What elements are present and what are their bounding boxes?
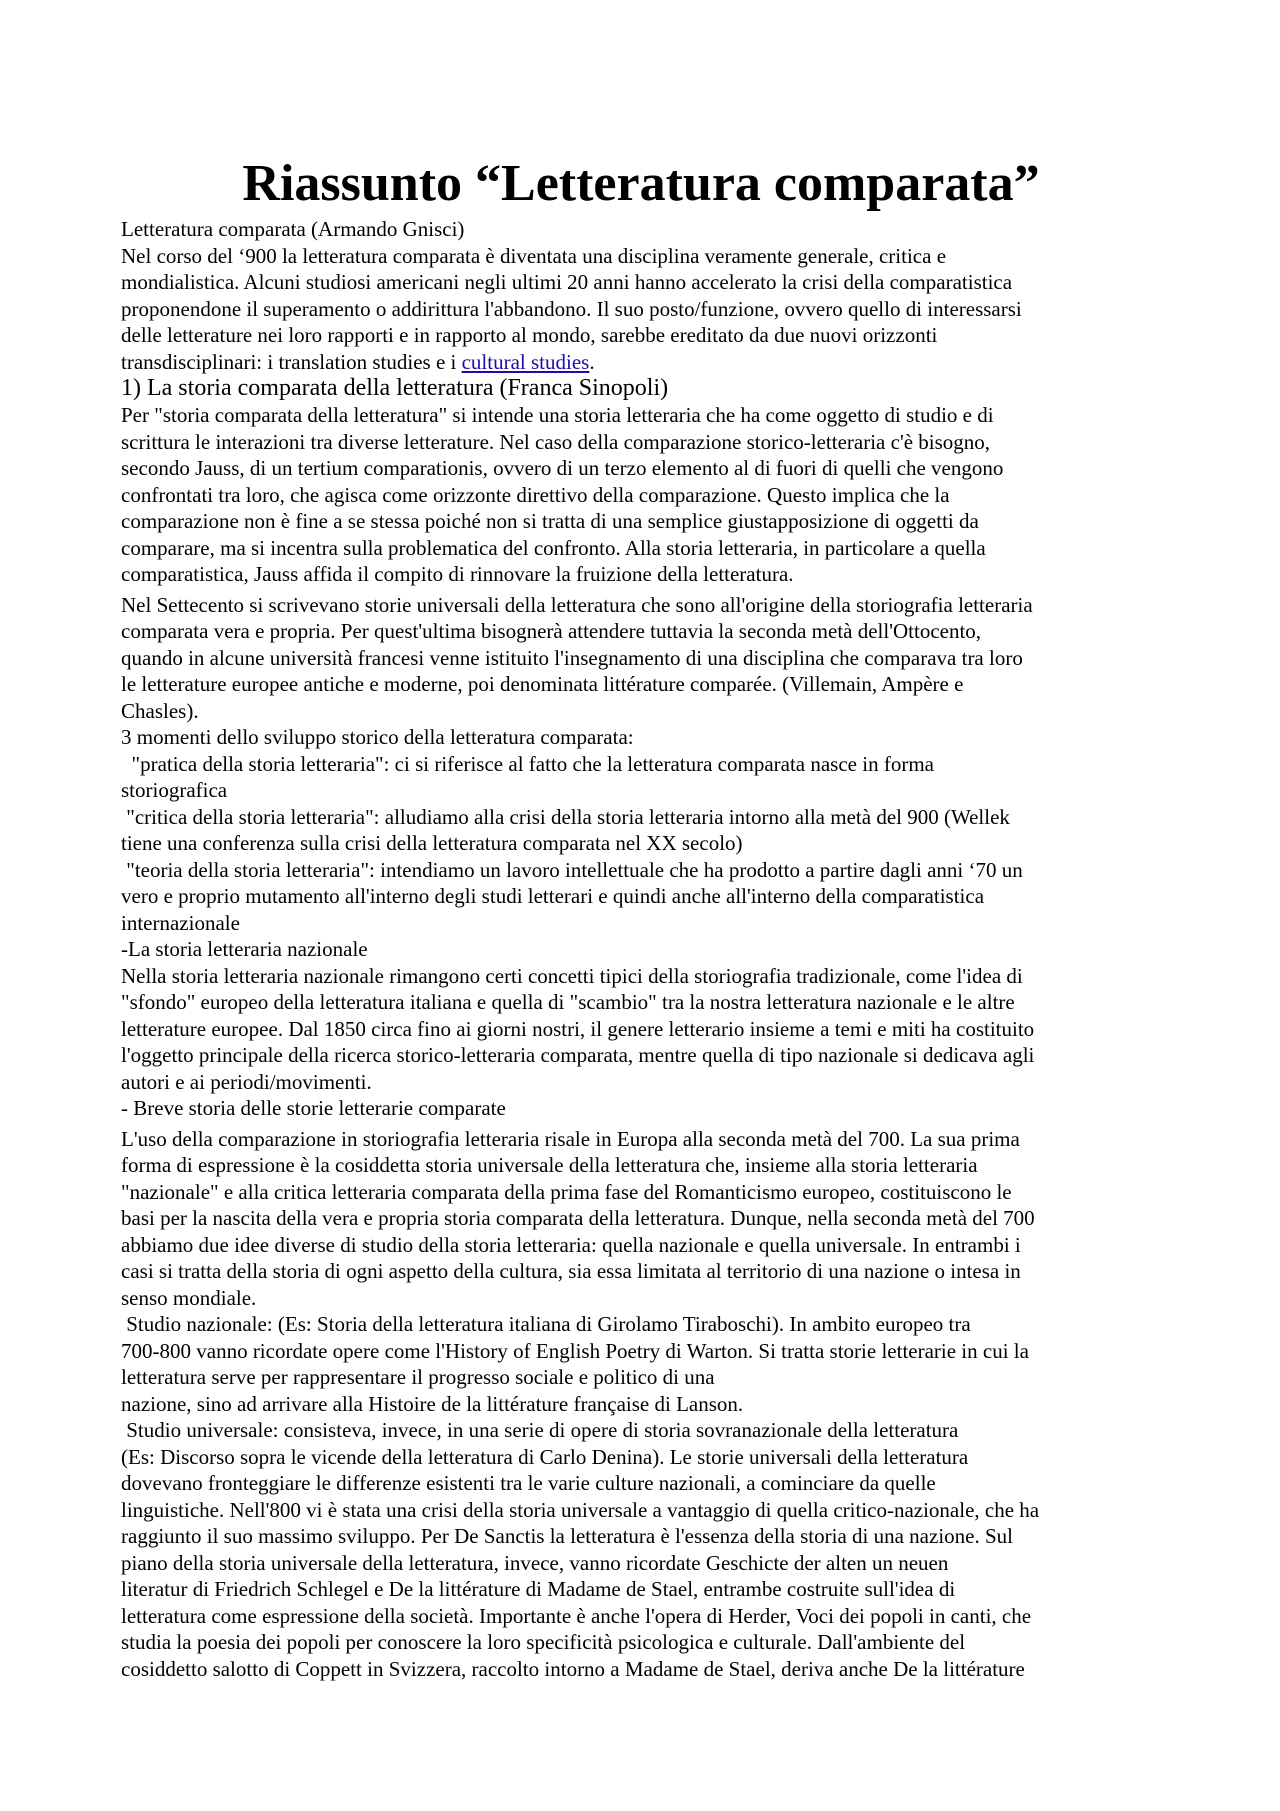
section-heading: 1) La storia comparata della letteratura (Franca Sinopoli) bbox=[121, 375, 669, 401]
text-line: comparazione non è fine a se stessa poiché non si tratta di una semplice giustapposizione di oggetti da bbox=[121, 509, 979, 533]
text-line: 700-800 vanno ricordate opere come l'History of English Poetry di Warton. Si tratta storie letterarie in cui la bbox=[121, 1338, 1029, 1363]
intro-paragraph bbox=[121, 243, 1161, 376]
text-line: comparata vera e propria. Per quest'ultima bisognerà attendere tuttavia la seconda metà dell'Ottocento, bbox=[121, 619, 982, 643]
text-line: comparare, ma si incentra sulla problematica del confronto. Alla storia letteraria, in particolare a quella bbox=[121, 535, 986, 560]
text-line: "sfondo" europeo della letteratura italiana e quella di "scambio" tra la nostra letteratura nazionale e le altre bbox=[121, 990, 1015, 1014]
text-line: literatur di Friedrich Schlegel e De la littérature di Madame de Stael, entrambe costruite sull'idea di bbox=[121, 1577, 956, 1601]
document-page bbox=[121, 152, 1161, 1682]
cultural-studies-link[interactable]: cultural studies bbox=[461, 349, 590, 374]
text-line: le letterature europee antiche e moderne, poi denominata littérature comparée. (Villemain, Ampère e bbox=[121, 672, 964, 696]
text-line: Chasles). bbox=[121, 698, 199, 723]
text-line: L'uso della comparazione in storiografia letteraria risale in Europa alla seconda metà del 700. La sua prima bbox=[121, 1126, 1020, 1151]
text-line: -La storia letteraria nazionale bbox=[121, 937, 368, 961]
text-line: abbiamo due idee diverse di studio della storia letteraria: quella nazionale e quella universale. In entrambi i bbox=[121, 1232, 1021, 1257]
text-line: (Es: Discorso sopra le vicende della letteratura di Carlo Denina). Le storie universali della letteratura bbox=[121, 1444, 969, 1469]
text-line: forma di espressione è la cosiddetta storia universale della letteratura che, insieme alla storia letteraria bbox=[121, 1153, 978, 1177]
text-line: "critica della storia letteraria": alludiamo alla crisi della storia letteraria intorno alla metà del 900 (Wellek bbox=[121, 804, 1010, 829]
text-line: secondo Jauss, di un tertium comparationis, ovvero di un terzo elemento al di fuori di quelli che vengono bbox=[121, 456, 1004, 480]
text-line: Nel Settecento si scrivevano storie universali della letteratura che sono all'origine della storiografia letteraria bbox=[121, 592, 1033, 617]
text-line: "teoria della storia letteraria": intendiamo un lavoro intellettuale che ha prodotto a partire dagli anni ‘70 un bbox=[121, 857, 1023, 882]
text-line: Nella storia letteraria nazionale rimangono certi concetti tipici della storiografia tradizionale, come l'idea di bbox=[121, 963, 1023, 988]
text-line: "nazionale" e alla critica letteraria comparata della prima fase del Romanticismo europeo, costituiscono le bbox=[121, 1179, 1012, 1204]
text-line: casi si tratta della storia di ogni aspetto della cultura, sia essa limitata al territorio di una nazione o intesa in bbox=[121, 1259, 1021, 1283]
text-line: linguistiche. Nell'800 vi è stata una crisi della storia universale a vantaggio di quella critico-nazionale, che ha bbox=[121, 1497, 1040, 1522]
text-line: nazione, sino ad arrivare alla Histoire de la littérature française di Lanson. bbox=[121, 1391, 744, 1416]
text-line: piano della storia universale della letteratura, invece, vanno ricordate Geschicte der alten un neuen bbox=[121, 1550, 949, 1575]
text-line: cosiddetto salotto di Coppett in Svizzera, raccolto intorno a Madame de Stael, deriva anche De la littérature bbox=[121, 1656, 1025, 1681]
text-line: "pratica della storia letteraria": ci si riferisce al fatto che la letteratura comparata nasce in forma bbox=[121, 751, 934, 776]
text-line: scrittura le interazioni tra diverse letterature. Nel caso della comparazione storico-letteraria c'è bisogno, bbox=[121, 429, 991, 454]
text-line: internazionale bbox=[121, 910, 240, 935]
text-line: letteratura serve per rappresentare il progresso sociale e politico di una bbox=[121, 1365, 715, 1389]
text-line: confrontati tra loro, che agisca come orizzonte direttivo della comparazione. Questo implica che la bbox=[121, 482, 950, 507]
document-subtitle: Letteratura comparata (Armando Gnisci) bbox=[121, 217, 465, 241]
text-line: Per "storia comparata della letteratura" si intende una storia letteraria che ha come oggetto di studio e di bbox=[121, 403, 994, 427]
intro-line: Nel corso del ‘900 la letteratura comparata è diventata una disciplina veramente generale, critica e bbox=[121, 243, 947, 268]
text-line: tiene una conferenza sulla crisi della letteratura comparata nel XX secolo) bbox=[121, 831, 743, 855]
text-line: studia la poesia dei popoli per conoscere la loro specificità psicologica e culturale. Dall'ambiente del bbox=[121, 1630, 966, 1654]
text-line: senso mondiale. bbox=[121, 1285, 257, 1310]
text-line: 3 momenti dello sviluppo storico della letteratura comparata: bbox=[121, 725, 634, 749]
text-line: raggiunto il suo massimo sviluppo. Per De Sanctis la letteratura è l'essenza della storia di una nazione. Sul bbox=[121, 1524, 1013, 1548]
text-line: basi per la nascita della vera e propria storia comparata della letteratura. Dunque, nella seconda metà del 700 bbox=[121, 1206, 1035, 1230]
text-line: storiografica bbox=[121, 778, 228, 802]
intro-line: delle letterature nei loro rapporti e in rapporto al mondo, sarebbe ereditato da due nuovi orizzonti bbox=[121, 323, 938, 347]
intro-last-prefix: transdisciplinari: i translation studies e i bbox=[121, 349, 462, 374]
text-line: Studio universale: consisteva, invece, in una serie di opere di storia sovranazionale della letteratura bbox=[121, 1418, 959, 1442]
document-title: Riassunto “Letteratura comparata” bbox=[242, 155, 1040, 212]
text-line: comparatistica, Jauss affida il compito di rinnovare la fruizione della letteratura. bbox=[121, 562, 794, 586]
intro-last-suffix: . bbox=[589, 349, 595, 374]
section1-paragraph-2 bbox=[121, 592, 1161, 1122]
intro-line: proponendone il superamento o addirittura l'abbandono. Il suo posto/funzione, ovvero quello di interessarsi bbox=[121, 296, 1022, 321]
text-line: - Breve storia delle storie letterarie comparate bbox=[121, 1096, 506, 1120]
text-line: vero e proprio mutamento all'interno degli studi letterari e quindi anche all'interno della comparatistica bbox=[121, 884, 985, 908]
text-line: letterature europee. Dal 1850 circa fino ai giorni nostri, il genere letterario insieme a temi e miti ha costituito bbox=[121, 1016, 1035, 1041]
intro-line-last bbox=[121, 349, 1161, 376]
intro-line: mondialistica. Alcuni studiosi americani negli ultimi 20 anni hanno accelerato la crisi della comparatistica bbox=[121, 270, 1013, 294]
text-line: letteratura come espressione della società. Importante è anche l'opera di Herder, Voci dei popoli in canti, che bbox=[121, 1603, 1032, 1628]
section1-paragraph-3 bbox=[121, 1126, 1161, 1683]
text-line: dovevano fronteggiare le differenze esistenti tra le varie culture nazionali, a cominciare da quelle bbox=[121, 1471, 936, 1495]
text-line: Studio nazionale: (Es: Storia della letteratura italiana di Girolamo Tiraboschi). In ambito europeo tra bbox=[121, 1312, 971, 1336]
section1-paragraph-1 bbox=[121, 402, 1161, 588]
text-line: l'oggetto principale della ricerca storico-letteraria comparata, mentre quella di tipo nazionale si dedicava agli bbox=[121, 1043, 1035, 1067]
text-line: autori e ai periodi/movimenti. bbox=[121, 1069, 372, 1094]
text-line: quando in alcune università francesi venne istituito l'insegnamento di una disciplina che comparava tra loro bbox=[121, 645, 1023, 670]
